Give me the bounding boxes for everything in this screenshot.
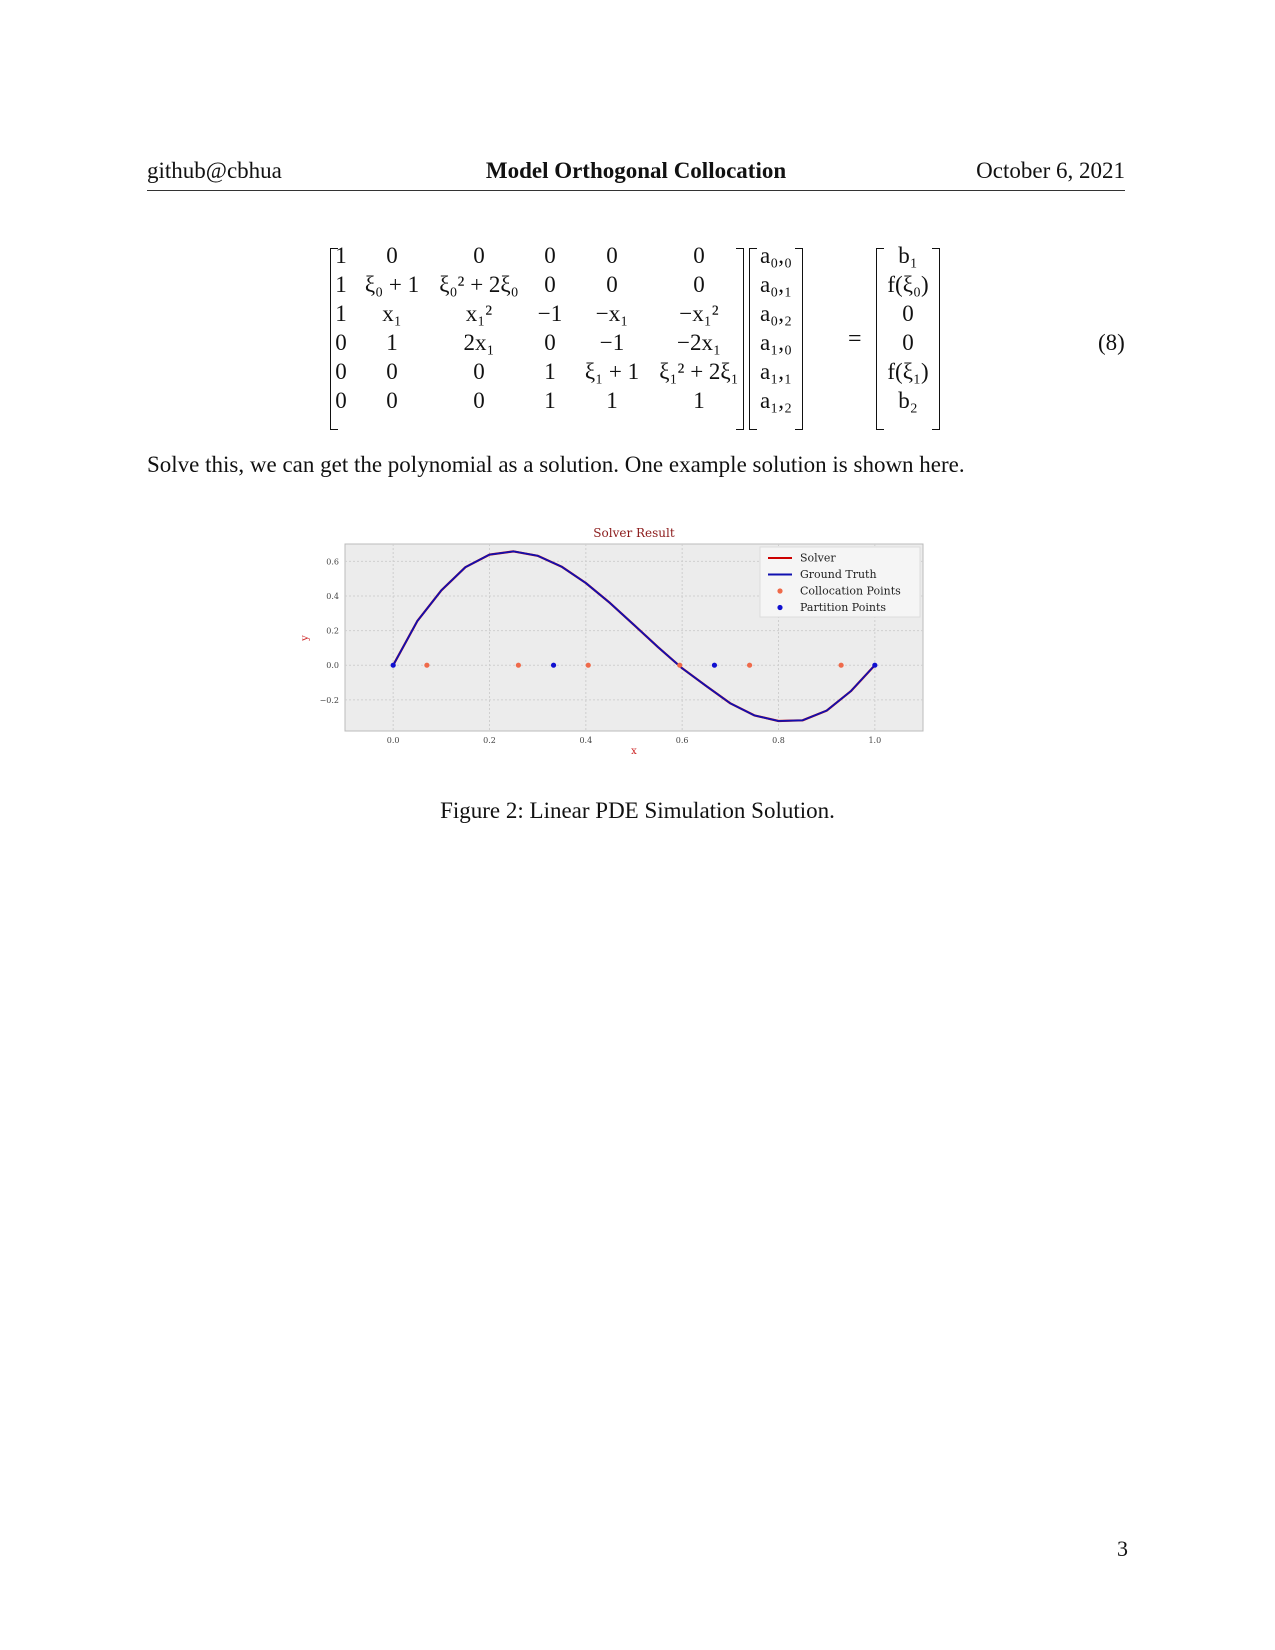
page-number: 3 xyxy=(1117,1536,1128,1561)
unknown-cell: a₁,₀ xyxy=(760,330,792,355)
rhs-cell: f(ξ₀) xyxy=(887,272,929,297)
y-tick-label: −0.2 xyxy=(319,695,339,705)
unknown-cell: a₀,₁ xyxy=(760,272,792,297)
legend-label: Collocation Points xyxy=(800,584,901,598)
x-tick-label: 1.0 xyxy=(868,736,882,745)
matrix-cell: 0 xyxy=(335,330,347,355)
y-axis-label: y xyxy=(300,635,311,641)
matrix-cell: 0 xyxy=(693,272,705,297)
author-handle: github@cbhua xyxy=(147,158,282,183)
body-paragraph: Solve this, we can get the polynomial as a solution. One example solution is shown here. xyxy=(147,452,965,477)
matrix-cell: 1 xyxy=(335,243,347,268)
matrix-cell: 0 xyxy=(606,272,618,297)
matrix-cell: x₁² xyxy=(465,301,493,326)
partition-point xyxy=(391,663,396,668)
matrix-cell: 1 xyxy=(386,330,398,355)
matrix-cell: ξ₁ + 1 xyxy=(584,359,640,384)
y-tick-label: 0.0 xyxy=(326,661,339,671)
chart-title: Solver Result xyxy=(593,526,675,540)
unknown-cell: a₁,₂ xyxy=(760,388,792,413)
matrix-cell: 1 xyxy=(335,272,347,297)
matrix-cell: ξ₁² + 2ξ₁ xyxy=(659,359,739,384)
equals-sign: = xyxy=(848,326,862,352)
matrix-cell: 1 xyxy=(335,301,347,326)
solver-result-chart xyxy=(290,520,970,780)
x-tick-label: 0.4 xyxy=(579,736,593,745)
unknowns-vector xyxy=(749,243,803,430)
collocation-point xyxy=(516,663,521,668)
x-tick-label: 0.8 xyxy=(772,736,785,745)
x-axis-label: x xyxy=(631,746,637,757)
page-header xyxy=(147,158,1125,191)
legend-label: Ground Truth xyxy=(800,568,877,581)
collocation-point xyxy=(586,663,591,668)
matrix-cell: 0 xyxy=(386,388,398,413)
unknown-cell: a₀,₀ xyxy=(760,243,792,268)
legend-label: Solver xyxy=(800,551,836,565)
matrix-equation xyxy=(330,243,940,438)
x-tick-label: 0.6 xyxy=(675,736,689,745)
y-tick-label: 0.2 xyxy=(326,626,339,636)
matrix-cell: 0 xyxy=(693,243,705,268)
matrix-cell: −1 xyxy=(599,330,625,355)
header-date: October 6, 2021 xyxy=(976,158,1125,183)
page-title: Model Orthogonal Collocation xyxy=(485,158,787,183)
matrix-cell: 0 xyxy=(335,359,347,384)
matrix-cell: 0 xyxy=(544,243,556,268)
y-tick-label: 0.6 xyxy=(326,557,339,567)
matrix-cell: 0 xyxy=(473,359,485,384)
matrix-cell: −x₁ xyxy=(595,301,629,326)
unknown-cell: a₀,₂ xyxy=(760,301,792,326)
legend-swatch xyxy=(777,605,782,610)
legend xyxy=(760,547,920,617)
collocation-point xyxy=(677,663,682,668)
matrix-cell: 0 xyxy=(544,272,556,297)
collocation-point xyxy=(424,663,429,668)
matrix-cell: 2x₁ xyxy=(463,330,495,355)
matrix-cell: 0 xyxy=(606,243,618,268)
matrix-cell: ξ₀ + 1 xyxy=(364,272,420,297)
matrix-cell: −2x₁ xyxy=(677,330,721,355)
matrix-cell: 0 xyxy=(473,388,485,413)
matrix-cell: 1 xyxy=(544,388,556,413)
unknown-cell: a₁,₁ xyxy=(760,359,792,384)
legend-label: Partition Points xyxy=(800,601,887,614)
rhs-cell: 0 xyxy=(902,301,914,326)
matrix-cell: −x₁² xyxy=(679,301,719,326)
collocation-point xyxy=(839,663,844,668)
rhs-vector xyxy=(876,243,940,430)
matrix-cell: −1 xyxy=(537,301,563,326)
legend-swatch xyxy=(777,588,782,593)
partition-point xyxy=(551,663,556,668)
matrix-cell: 0 xyxy=(386,359,398,384)
matrix-cell: 1 xyxy=(544,359,556,384)
y-tick-label: 0.4 xyxy=(326,591,339,601)
partition-point xyxy=(872,663,877,668)
collocation-point xyxy=(747,663,752,668)
rhs-cell: f(ξ₁) xyxy=(887,359,929,384)
matrix-cell: 0 xyxy=(386,243,398,268)
matrix-cell: 1 xyxy=(693,388,705,413)
x-tick-label: 0.0 xyxy=(386,736,400,745)
figure-caption: Figure 2: Linear PDE Simulation Solution. xyxy=(440,798,835,823)
x-tick-label: 0.2 xyxy=(483,736,496,745)
matrix-cell: 0 xyxy=(544,330,556,355)
partition-point xyxy=(712,663,717,668)
rhs-cell: b₂ xyxy=(898,388,918,413)
rhs-cell: b₁ xyxy=(898,243,918,268)
equation-number: (8) xyxy=(1098,330,1125,355)
matrix-cell: x₁ xyxy=(382,301,402,326)
matrix-cell: 1 xyxy=(606,388,618,413)
coefficient-matrix xyxy=(330,243,744,430)
matrix-cell: 0 xyxy=(335,388,347,413)
matrix-cell: ξ₀² + 2ξ₀ xyxy=(439,272,519,297)
matrix-cell: 0 xyxy=(473,243,485,268)
rhs-cell: 0 xyxy=(902,330,914,355)
